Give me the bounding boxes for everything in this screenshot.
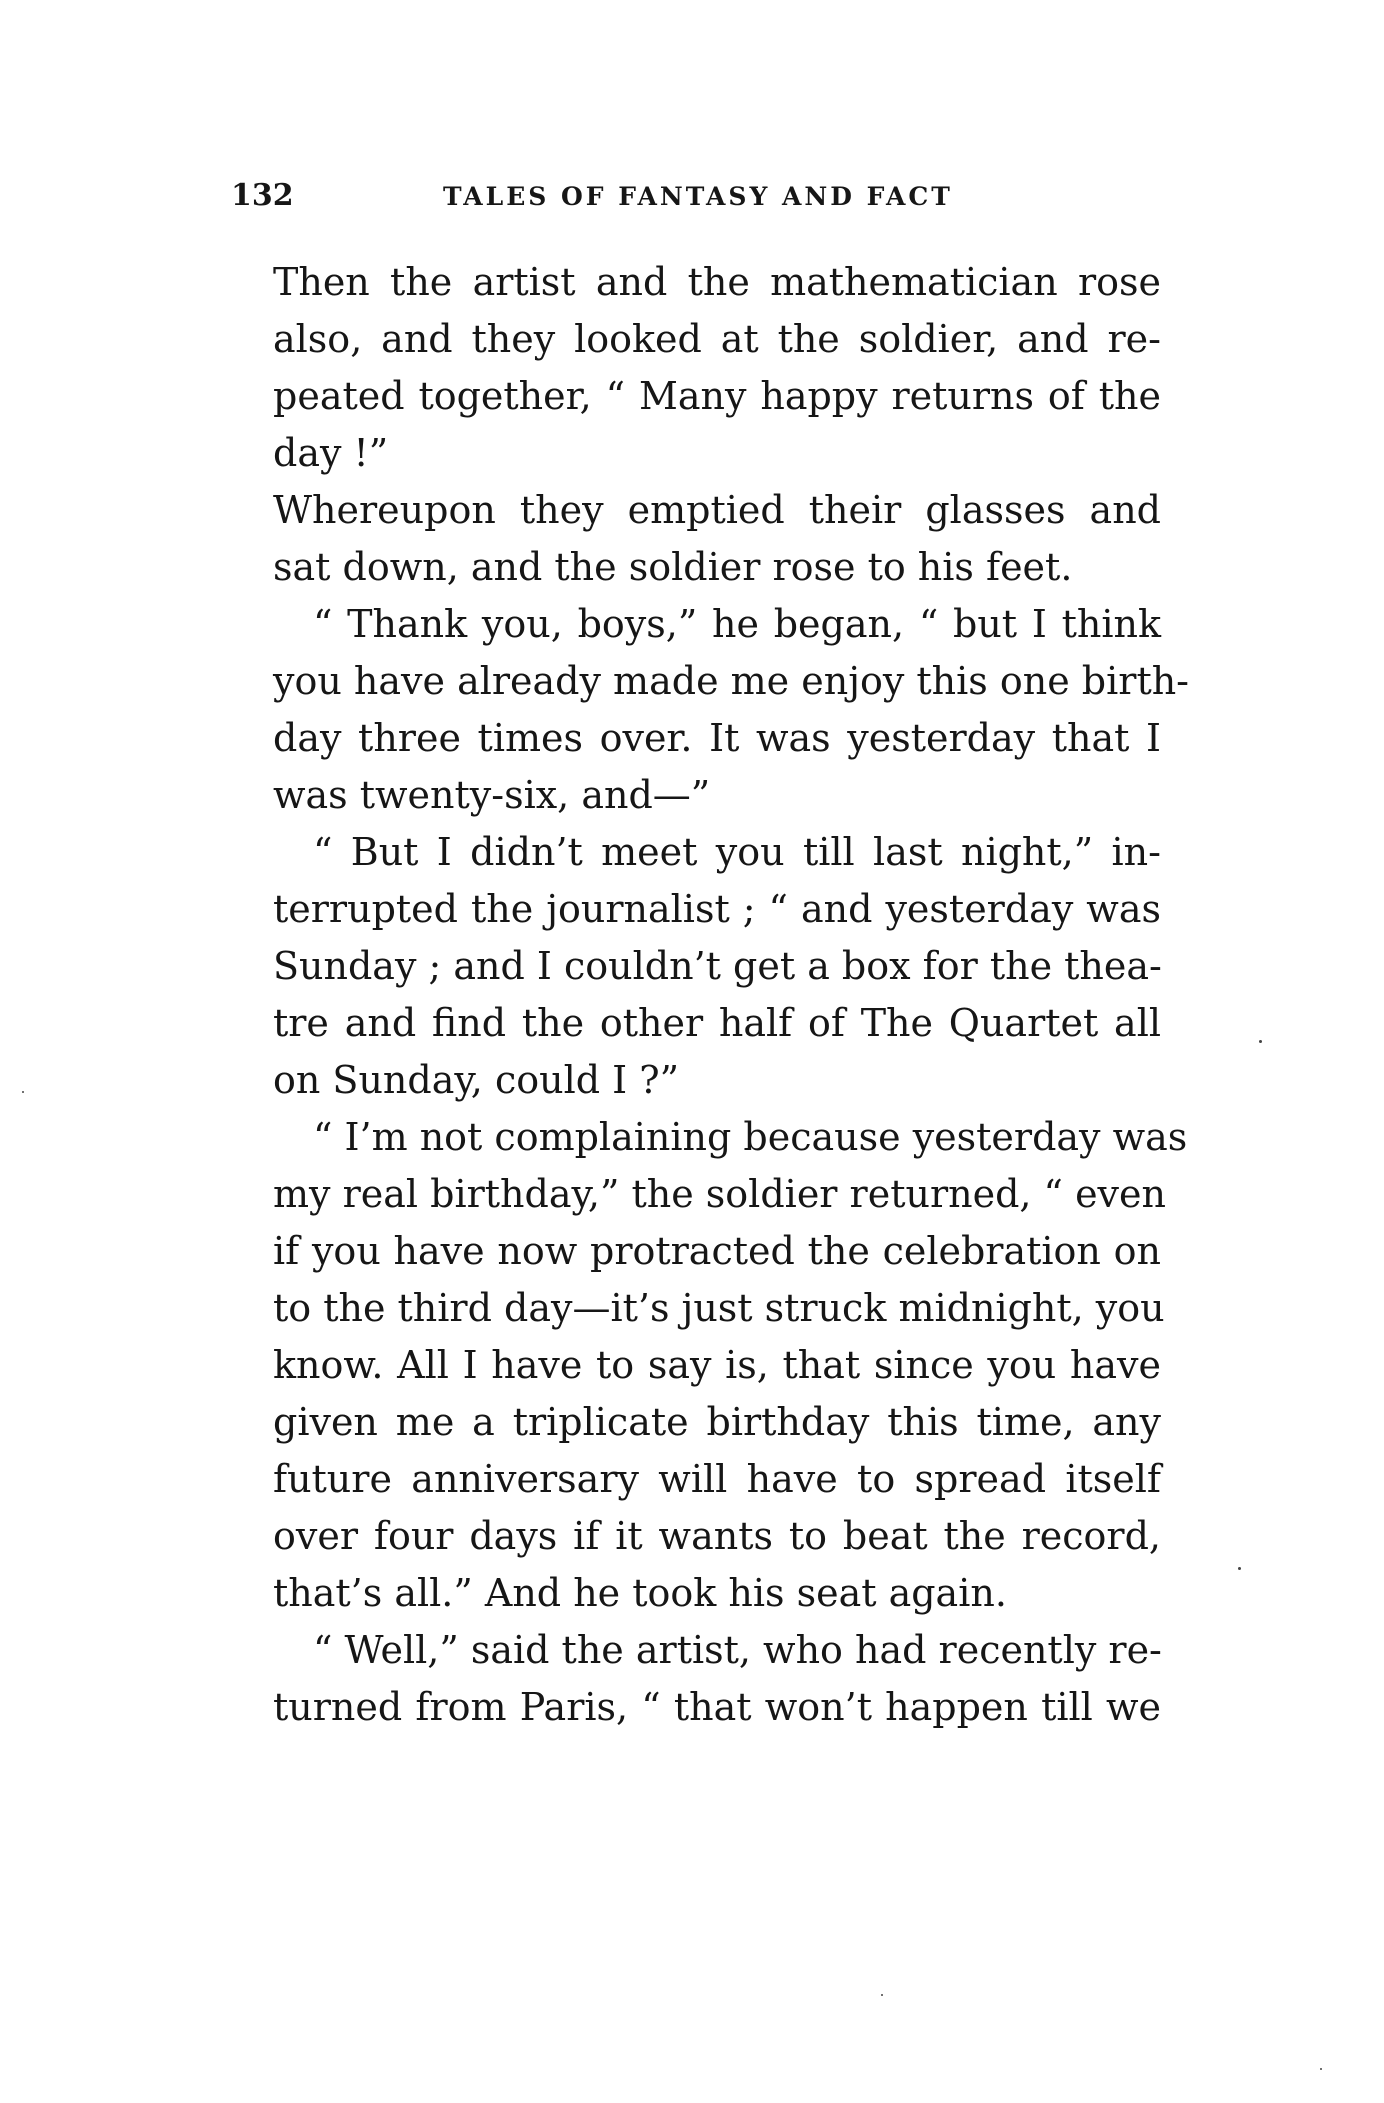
- book-title: TALES OF FANTASY AND FACT: [443, 182, 953, 211]
- text-line: “ Well,” said the artist, who had recently re-: [313, 1628, 1162, 1672]
- text-line: also, and they looked at the soldier, and re-: [273, 317, 1161, 361]
- text-line: “ But I didn’t meet you till last night,” in-: [313, 830, 1161, 874]
- text-line: “ Thank you, boys,” he began, “ but I think: [313, 602, 1161, 646]
- text-line: Sunday ; and I couldn’t get a box for the thea-: [273, 944, 1162, 988]
- text-line: turned from Paris, “ that won’t happen till we: [273, 1685, 1161, 1729]
- text-line: day !”: [273, 431, 389, 475]
- text-line: my real birthday,” the soldier returned, “ even: [273, 1172, 1166, 1216]
- page-number: 132: [231, 178, 294, 213]
- text-line: future anniversary will have to spread itself: [273, 1457, 1161, 1501]
- scan-speck: [1238, 1567, 1241, 1570]
- scan-speck: [22, 1091, 24, 1093]
- paragraph: [273, 824, 1161, 1109]
- text-line: you have already made me enjoy this one birth-: [273, 659, 1190, 703]
- text-line: know. All I have to say is, that since you have: [273, 1343, 1161, 1387]
- paragraph: [273, 254, 1161, 482]
- text-line: on Sunday, could I ?”: [273, 1058, 680, 1102]
- paragraph: [273, 482, 1161, 596]
- paragraph: [273, 1109, 1188, 1622]
- text-line: to the third day—it’s just struck midnight, you: [273, 1286, 1165, 1330]
- text-line: “ I’m not complaining because yesterday was: [313, 1115, 1188, 1159]
- text-line: Then the artist and the mathematician rose: [273, 260, 1161, 304]
- text-line: Whereupon they emptied their glasses and: [273, 488, 1161, 532]
- text-line: given me a triplicate birthday this time, any: [273, 1400, 1161, 1444]
- paragraph: [273, 1622, 1161, 1736]
- scan-speck: [1259, 1040, 1262, 1043]
- text-line: that’s all.” And he took his seat again.: [273, 1571, 1007, 1615]
- paragraph: [273, 596, 1190, 824]
- text-line: if you have now protracted the celebration on: [273, 1229, 1161, 1273]
- scan-speck: [1320, 2068, 1322, 2070]
- text-line: sat down, and the soldier rose to his feet.: [273, 545, 1073, 589]
- text-line: over four days if it wants to beat the record,: [273, 1514, 1161, 1558]
- text-line: peated together, “ Many happy returns of the: [273, 374, 1161, 418]
- running-head: [231, 178, 1191, 228]
- scan-speck: [881, 1994, 883, 1996]
- text-line: terrupted the journalist ; “ and yesterday was: [273, 887, 1161, 931]
- text-line: day three times over. It was yesterday that I: [273, 716, 1161, 760]
- text-line: was twenty-six, and—”: [273, 773, 711, 817]
- body-text: [273, 254, 1190, 1736]
- text-line: tre and find the other half of The Quartet all: [273, 1001, 1161, 1045]
